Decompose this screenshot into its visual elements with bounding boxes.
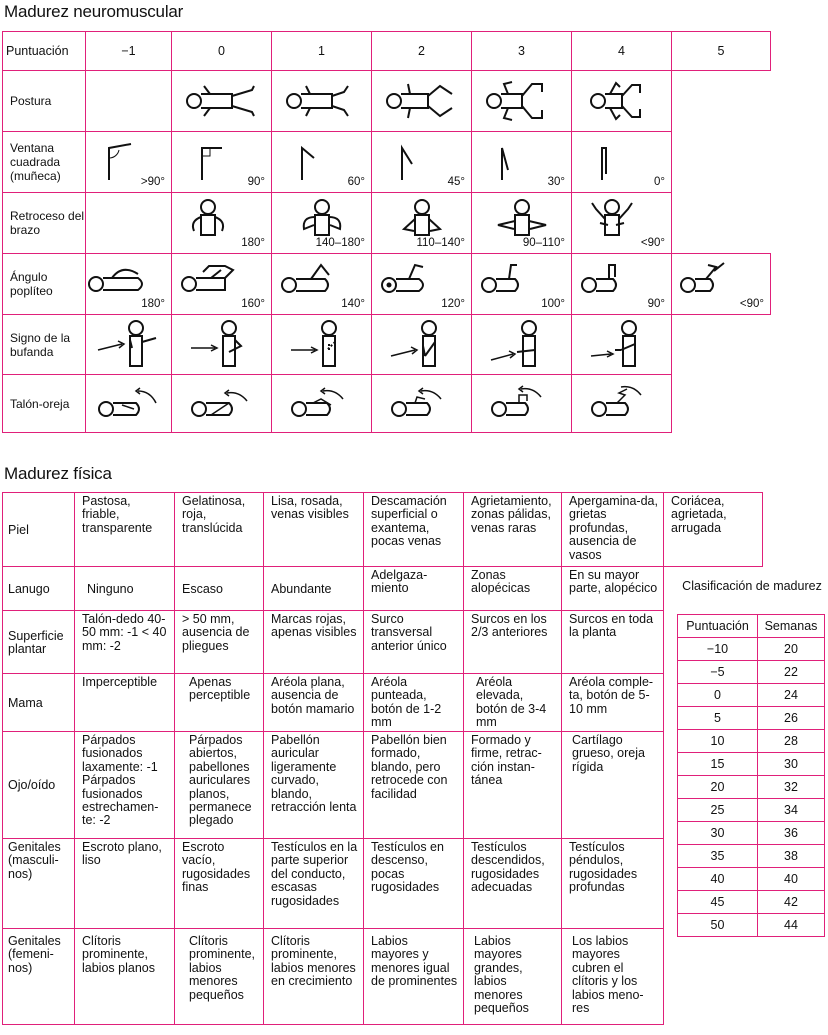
classification-row	[678, 753, 825, 776]
wrist-angle-icon	[194, 144, 234, 180]
posture-figure-icon	[586, 79, 658, 123]
cell: Cartílago grueso, oreja rígida	[562, 732, 664, 839]
cell	[86, 132, 172, 193]
posture-figure-icon	[282, 84, 362, 118]
cell-empty	[672, 375, 771, 433]
cell	[672, 254, 771, 315]
cell: Escroto vacío, rugosidades finas	[175, 839, 264, 929]
cell	[172, 254, 272, 315]
row-piel	[3, 493, 763, 567]
header-semanas: Semanas	[758, 615, 825, 638]
cell	[372, 132, 472, 193]
posture-figure-icon	[182, 84, 262, 118]
cell: Formado y firme, retrac-ción instan-tánea	[464, 732, 562, 839]
row-popliteo	[3, 254, 771, 315]
cell: Testículos en la parte superior del conducto, escasas rugosidades	[264, 839, 364, 929]
row-ojo-oido	[3, 732, 763, 839]
angle-label: 110–140°	[416, 237, 465, 249]
header-puntuacion: Puntuación	[678, 615, 758, 638]
weeks-cell: 30	[758, 753, 825, 776]
cell	[572, 71, 672, 132]
cell	[472, 375, 572, 433]
wrist-angle-icon	[294, 144, 334, 180]
classification-row	[678, 707, 825, 730]
cell: Talón-dedo 40-50 mm: -1 < 40 mm: -2	[75, 611, 175, 674]
header-score-5: 5	[672, 32, 771, 71]
scarf-sign-icon	[389, 320, 455, 370]
row-label: Lanugo	[3, 567, 75, 611]
classification-row	[678, 799, 825, 822]
score-cell: −5	[678, 661, 758, 684]
row-label: Postura	[3, 71, 86, 132]
cell: Abundante	[264, 567, 364, 611]
score-cell: 15	[678, 753, 758, 776]
score-cell: −10	[678, 638, 758, 661]
row-superficie-plantar	[3, 611, 763, 674]
row-label: Talón-oreja	[3, 375, 86, 433]
arm-recoil-icon	[188, 199, 228, 239]
classification-row	[678, 776, 825, 799]
header-score-2: 2	[372, 32, 472, 71]
classification-header-row	[678, 615, 825, 638]
angle-label: 160°	[241, 298, 265, 310]
row-label: Piel	[3, 493, 75, 567]
cell: Zonas alopécicas	[464, 567, 562, 611]
cell	[272, 375, 372, 433]
cell	[272, 132, 372, 193]
posture-figure-icon	[382, 82, 462, 120]
popliteal-angle-icon	[381, 261, 443, 295]
cell: En su mayor parte, alopécico	[562, 567, 664, 611]
classification-row	[678, 822, 825, 845]
cell	[86, 71, 172, 132]
angle-label: <90°	[739, 298, 764, 310]
classification-table	[677, 614, 825, 937]
cell	[472, 254, 572, 315]
row-label: Ventana cuadrada (muñeca)	[3, 132, 86, 193]
heel-to-ear-icon	[391, 387, 453, 421]
cell: Aréola elevada, botón de 3-4 mm	[464, 674, 562, 732]
cell	[172, 315, 272, 375]
popliteal-angle-icon	[581, 261, 643, 295]
heel-to-ear-icon	[291, 387, 353, 421]
heel-to-ear-icon	[491, 387, 553, 421]
cell: Surco transversal anterior único	[364, 611, 464, 674]
classification-row	[678, 845, 825, 868]
wrist-angle-icon	[101, 144, 141, 180]
popliteal-angle-icon	[281, 261, 343, 295]
cell: > 50 mm, ausencia de pliegues	[175, 611, 264, 674]
header-score-1: 1	[272, 32, 372, 71]
score-cell: 45	[678, 891, 758, 914]
popliteal-angle-icon	[181, 262, 243, 294]
cell	[86, 315, 172, 375]
cell	[172, 193, 272, 254]
header-score-4: 4	[572, 32, 672, 71]
wrist-angle-icon	[394, 144, 434, 180]
cell: Testículos péndulos, rugosidades profundas	[562, 839, 664, 929]
cell: Surcos en toda la planta	[562, 611, 664, 674]
cell	[86, 375, 172, 433]
angle-label: 0°	[654, 176, 665, 188]
row-label: Genitales (femeni-nos)	[3, 929, 75, 1025]
neuro-header-row	[3, 32, 771, 71]
cell-empty	[672, 193, 771, 254]
score-cell: 10	[678, 730, 758, 753]
header-score-minus1: −1	[86, 32, 172, 71]
cell-empty	[672, 71, 771, 132]
weeks-cell: 36	[758, 822, 825, 845]
weeks-cell: 24	[758, 684, 825, 707]
wrist-angle-icon	[494, 144, 534, 180]
angle-label: 180°	[141, 298, 165, 310]
cell: Testículos en descenso, pocas rugosidades	[364, 839, 464, 929]
cell	[172, 132, 272, 193]
heel-to-ear-icon	[191, 387, 253, 421]
angle-label: 90°	[247, 176, 265, 188]
header-score-0: 0	[172, 32, 272, 71]
angle-label: 30°	[547, 176, 565, 188]
cell: Lisa, rosada, venas visibles	[264, 493, 364, 567]
cell: Agrietamiento, zonas pálidas, venas raras	[464, 493, 562, 567]
row-label: Genitales (masculi-nos)	[3, 839, 75, 929]
angle-label: 60°	[347, 176, 365, 188]
cell	[472, 315, 572, 375]
cell: Testículos descendidos, rugosidades adecuadas	[464, 839, 562, 929]
arm-recoil-icon	[590, 199, 634, 239]
angle-label: 120°	[441, 298, 465, 310]
popliteal-angle-icon	[88, 262, 150, 294]
angle-label: 180°	[241, 237, 265, 249]
score-cell: 20	[678, 776, 758, 799]
cell: Aréola punteada, botón de 1-2 mm	[364, 674, 464, 732]
cell	[372, 375, 472, 433]
row-retroceso	[3, 193, 771, 254]
cell	[86, 254, 172, 315]
classification-row	[678, 730, 825, 753]
cell: Pabellón bien formado, blando, pero retrocede con facilidad	[364, 732, 464, 839]
row-label: Signo de la bufanda	[3, 315, 86, 375]
wrist-angle-icon	[594, 144, 634, 180]
cell: Descamación superficial o exantema, pocas venas	[364, 493, 464, 567]
cell-empty	[672, 132, 771, 193]
row-label: Ángulo poplíteo	[3, 254, 86, 315]
cell	[272, 254, 372, 315]
angle-label: 140°	[341, 298, 365, 310]
scarf-sign-icon	[589, 320, 655, 370]
cell	[272, 71, 372, 132]
score-cell: 5	[678, 707, 758, 730]
neuromuscular-title: Madurez neuromuscular	[4, 2, 184, 21]
cell: Escaso	[175, 567, 264, 611]
scarf-sign-icon	[289, 320, 355, 370]
angle-label: 45°	[447, 176, 465, 188]
cell: Pastosa, friable, transparente	[75, 493, 175, 567]
row-bufanda	[3, 315, 771, 375]
cell	[572, 315, 672, 375]
cell: Labios mayores y menores igual de prominentes	[364, 929, 464, 1025]
classification-row	[678, 661, 825, 684]
cell: Imperceptible	[75, 674, 175, 732]
cell	[86, 193, 172, 254]
cell: Aréola comple-ta, botón de 5-10 mm	[562, 674, 664, 732]
cell	[372, 193, 472, 254]
classification-body	[678, 615, 825, 937]
weeks-cell: 38	[758, 845, 825, 868]
row-mama	[3, 674, 763, 732]
cell-empty	[672, 315, 771, 375]
weeks-cell: 28	[758, 730, 825, 753]
cell	[172, 375, 272, 433]
score-cell: 40	[678, 868, 758, 891]
cell: Coriácea, agrietada, arrugada	[664, 493, 763, 567]
classification-row	[678, 891, 825, 914]
cell	[172, 71, 272, 132]
scarf-sign-icon	[189, 320, 255, 370]
header-puntuacion: Puntuación	[3, 32, 86, 71]
weeks-cell: 34	[758, 799, 825, 822]
classification-title: Clasificación de madurez	[682, 579, 822, 593]
classification-row	[678, 638, 825, 661]
cell	[572, 375, 672, 433]
classification-row	[678, 914, 825, 937]
row-label: Ojo/oído	[3, 732, 75, 839]
cell: Aréola plana, ausencia de botón mamario	[264, 674, 364, 732]
cell	[572, 193, 672, 254]
cell: Labios mayores grandes, labios menores pequeños	[464, 929, 562, 1025]
weeks-cell: 40	[758, 868, 825, 891]
arm-recoil-icon	[494, 199, 550, 239]
row-label: Superficie plantar	[3, 611, 75, 674]
classification-row	[678, 868, 825, 891]
cell: Los labios mayores cubren el clítoris y los labios meno-res	[562, 929, 664, 1025]
cell	[372, 254, 472, 315]
weeks-cell: 32	[758, 776, 825, 799]
angle-label: 90–110°	[522, 237, 565, 249]
weeks-cell: 22	[758, 661, 825, 684]
cell	[472, 132, 572, 193]
row-genitales-femeninos	[3, 929, 763, 1025]
cell: Clítoris prominente, labios menores pequeños	[175, 929, 264, 1025]
angle-label: >90°	[140, 176, 165, 188]
neuromuscular-table	[2, 31, 771, 433]
cell: Adelgaza-miento	[364, 567, 464, 611]
score-cell: 35	[678, 845, 758, 868]
cell	[472, 193, 572, 254]
header-score-3: 3	[472, 32, 572, 71]
score-cell: 25	[678, 799, 758, 822]
cell: Clítoris prominente, labios menores en crecimiento	[264, 929, 364, 1025]
popliteal-angle-icon	[680, 261, 742, 295]
cell	[372, 71, 472, 132]
cell	[572, 254, 672, 315]
cell: Surcos en los 2/3 anteriores	[464, 611, 562, 674]
cell: Clítoris prominente, labios planos	[75, 929, 175, 1025]
row-postura	[3, 71, 771, 132]
scarf-sign-icon	[96, 320, 162, 370]
popliteal-angle-icon	[481, 261, 543, 295]
cell: Pabellón auricular ligeramente curvado, blando, retracción lenta	[264, 732, 364, 839]
cell	[272, 193, 372, 254]
scarf-sign-icon	[489, 320, 555, 370]
cell	[572, 132, 672, 193]
weeks-cell: 26	[758, 707, 825, 730]
weeks-cell: 44	[758, 914, 825, 937]
score-cell: 0	[678, 684, 758, 707]
physical-table	[2, 492, 763, 1025]
row-genitales-masculinos	[3, 839, 763, 929]
cell: Gelatinosa, roja, translúcida	[175, 493, 264, 567]
angle-label: <90°	[640, 237, 665, 249]
classification-row	[678, 684, 825, 707]
heel-to-ear-icon	[98, 387, 160, 421]
cell-empty	[664, 929, 763, 1025]
row-label: Retroceso del brazo	[3, 193, 86, 254]
row-label: Mama	[3, 674, 75, 732]
angle-label: 90°	[647, 298, 665, 310]
posture-figure-icon	[482, 80, 562, 122]
row-talon-oreja	[3, 375, 771, 433]
cell: Marcas rojas, apenas visibles	[264, 611, 364, 674]
physical-title: Madurez física	[4, 464, 112, 483]
cell: Escroto plano, liso	[75, 839, 175, 929]
score-cell: 50	[678, 914, 758, 937]
score-cell: 30	[678, 822, 758, 845]
cell: Párpados fusionados laxamente: -1 Párpados fusionados estrechamen-te: -2	[75, 732, 175, 839]
cell: Apergamina-da, grietas profundas, ausencia de vasos	[562, 493, 664, 567]
arm-recoil-icon	[400, 199, 444, 239]
cell: Párpados abiertos, pabellones auriculares planos, permanece plegado	[175, 732, 264, 839]
row-lanugo	[3, 567, 763, 611]
heel-to-ear-icon	[591, 387, 653, 421]
row-ventana	[3, 132, 771, 193]
cell: Apenas perceptible	[175, 674, 264, 732]
angle-label: 100°	[541, 298, 565, 310]
cell	[372, 315, 472, 375]
weeks-cell: 42	[758, 891, 825, 914]
cell	[272, 315, 372, 375]
angle-label: 140–180°	[315, 237, 365, 249]
weeks-cell: 20	[758, 638, 825, 661]
cell	[472, 71, 572, 132]
cell: Ninguno	[75, 567, 175, 611]
arm-recoil-icon	[300, 199, 344, 239]
